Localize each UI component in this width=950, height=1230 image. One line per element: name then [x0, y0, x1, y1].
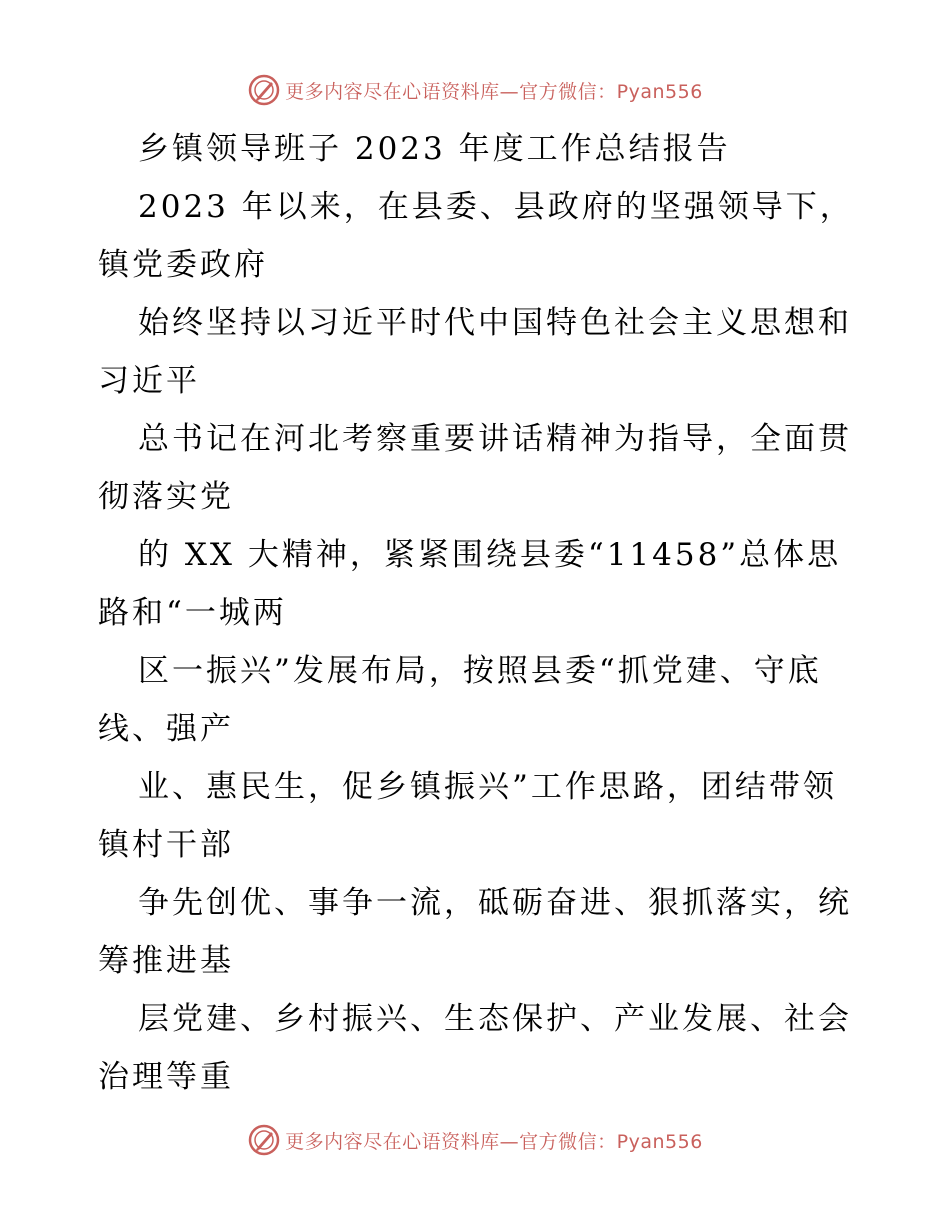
header-watermark: [0, 70, 950, 110]
watermark-text: 更多内容尽在心语资料库—官方微信：Pyan556: [285, 80, 703, 103]
paragraph-line: 层党建、乡村振兴、生态保护、产业发展、社会: [138, 1001, 852, 1037]
watermark-text: 更多内容尽在心语资料库—官方微信：Pyan556: [285, 1130, 703, 1153]
paragraph-line: 治理等重: [98, 1059, 234, 1095]
paragraph-line: 区一振兴”发展布局，按照县委“抓党建、守底: [138, 653, 822, 689]
footer-watermark: [0, 1120, 950, 1160]
paragraph-line: 镇村干部: [98, 827, 234, 863]
paragraph-line: 争先创优、事争一流，砥砺奋进、狠抓落实，统: [138, 885, 852, 921]
paragraph-line: 2023 年以来，在县委、县政府的坚强领导下，: [138, 189, 854, 225]
paragraph-line: 筹推进基: [98, 943, 234, 979]
paragraph-line: 总书记在河北考察重要讲话精神为指导，全面贯: [138, 421, 852, 457]
paragraph-line: 路和“一城两: [98, 595, 287, 631]
document-body: [98, 120, 858, 1106]
document-title: 乡镇领导班子 2023 年度工作总结报告: [138, 131, 731, 167]
paragraph-line: 镇党委政府: [98, 247, 268, 283]
paragraph-line: 线、强产: [98, 711, 234, 747]
paragraph-line: 的 XX 大精神，紧紧围绕县委“11458”总体思: [138, 537, 842, 573]
paragraph-line: 习近平: [98, 363, 200, 399]
paragraph-line: 始终坚持以习近平时代中国特色社会主义思想和: [138, 305, 852, 341]
paragraph-line: 业、惠民生，促乡镇振兴”工作思路，团结带领: [138, 769, 837, 805]
quill-pen-seal-icon: [247, 73, 281, 107]
quill-pen-seal-icon: [247, 1123, 281, 1157]
paragraph-line: 彻落实党: [98, 479, 234, 515]
